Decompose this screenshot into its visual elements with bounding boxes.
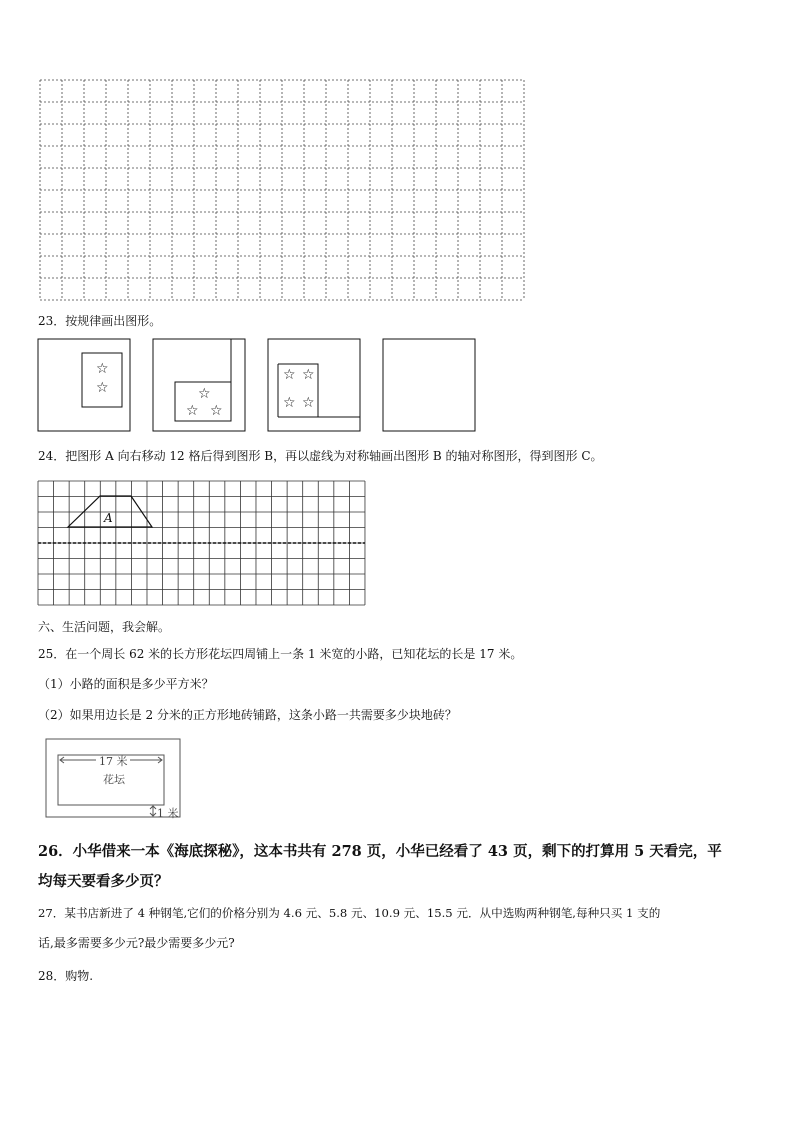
star-icon: ☆ bbox=[198, 386, 211, 402]
section-6-heading: 六、生活问题，我会解。 bbox=[38, 620, 171, 634]
question-26-line-2: 均每天要看多少页？ bbox=[38, 873, 169, 890]
question-27-line-1: 27．某书店新进了 4 种钢笔,它们的价格分别为 4.6 元、5.8 元、10.9 元、15.5 元．从中选购两种钢笔,每种只买 1 支的 bbox=[38, 906, 661, 920]
question-24: 24．把图形 A 向右移动 12 格后得到图形 B，再以虚线为对称轴画出图形 B 的轴对称图形，得到图形 C。 bbox=[38, 449, 603, 463]
star-icon: ☆ bbox=[302, 395, 315, 411]
question-26-line-1: 26．小华借来一本《海底探秘》，这本书共有 278 页，小华已经看了 43 页，剩下的打算用 5 天看完，平 bbox=[38, 843, 722, 860]
star-icon: ☆ bbox=[283, 395, 296, 411]
star-icon: ☆ bbox=[96, 380, 109, 396]
diagram-length-label: 17 米 bbox=[99, 755, 128, 768]
question-25-part-2: （2）如果用边长是 2 分米的正方形地砖铺路，这条小路一共需要多少块地砖？ bbox=[38, 708, 457, 722]
question-27-line-2: 话,最多需要多少元?最少需要多少元? bbox=[38, 936, 235, 950]
question-25-part-1: （1）小路的面积是多少平方米？ bbox=[38, 677, 214, 691]
diagram-width-label: 1 米 bbox=[157, 807, 179, 820]
question-25: 25．在一个周长 62 米的长方形花坛四周铺上一条 1 米宽的小路，已知花坛的长是 17 米。 bbox=[38, 647, 523, 661]
question-28: 28．购物. bbox=[38, 969, 94, 983]
star-icon: ☆ bbox=[96, 361, 109, 377]
star-icon: ☆ bbox=[302, 367, 315, 383]
diagram-flowerbed-label: 花坛 bbox=[103, 773, 125, 786]
star-icon: ☆ bbox=[283, 367, 296, 383]
star-icon: ☆ bbox=[210, 403, 223, 419]
question-23: 23．按规律画出图形。 bbox=[38, 314, 162, 328]
shape-a-label: A bbox=[104, 511, 113, 525]
star-icon: ☆ bbox=[186, 403, 199, 419]
